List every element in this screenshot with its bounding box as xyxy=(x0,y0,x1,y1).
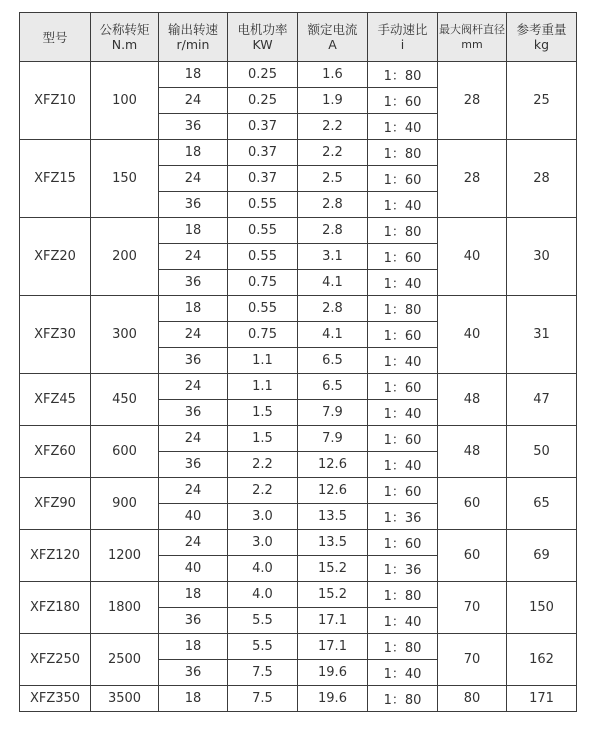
cell-current: 15.2 xyxy=(298,556,368,582)
table-row xyxy=(20,530,577,556)
cell-power: 0.25 xyxy=(228,62,298,88)
cell-ratio: 1：60 xyxy=(368,374,438,400)
header-ratio-label: 手动速比 xyxy=(377,22,428,37)
cell-ratio: 1：40 xyxy=(368,608,438,634)
cell-model: XFZ15 xyxy=(20,140,91,218)
cell-current: 3.1 xyxy=(298,244,368,270)
header-speed-label: 输出转速 xyxy=(167,22,218,37)
cell-speed: 36 xyxy=(159,400,228,426)
cell-speed: 24 xyxy=(159,478,228,504)
cell-current: 12.6 xyxy=(298,478,368,504)
cell-speed: 18 xyxy=(159,140,228,166)
cell-torque: 1800 xyxy=(91,582,159,634)
cell-power: 7.5 xyxy=(228,660,298,686)
cell-ratio: 1：80 xyxy=(368,62,438,88)
cell-power: 0.37 xyxy=(228,166,298,192)
cell-ratio: 1：40 xyxy=(368,270,438,296)
cell-power: 7.5 xyxy=(228,686,298,712)
cell-stem: 48 xyxy=(438,426,507,478)
header-current-unit: A xyxy=(328,37,337,52)
cell-torque: 3500 xyxy=(91,686,159,712)
table-row xyxy=(20,478,577,504)
cell-speed: 24 xyxy=(159,374,228,400)
cell-speed: 36 xyxy=(159,270,228,296)
table-row xyxy=(20,634,577,660)
header-speed xyxy=(159,13,228,62)
cell-model: XFZ250 xyxy=(20,634,91,686)
cell-model: XFZ350 xyxy=(20,686,91,712)
table-row xyxy=(20,582,577,608)
cell-current: 17.1 xyxy=(298,608,368,634)
header-speed-unit: r/min xyxy=(176,37,210,52)
cell-stem: 70 xyxy=(438,634,507,686)
cell-current: 13.5 xyxy=(298,504,368,530)
cell-power: 3.0 xyxy=(228,504,298,530)
cell-speed: 24 xyxy=(159,244,228,270)
cell-speed: 36 xyxy=(159,192,228,218)
cell-speed: 18 xyxy=(159,62,228,88)
cell-speed: 36 xyxy=(159,660,228,686)
cell-ratio: 1：60 xyxy=(368,166,438,192)
table-body xyxy=(20,62,577,712)
cell-ratio: 1：60 xyxy=(368,478,438,504)
cell-speed: 18 xyxy=(159,686,228,712)
cell-torque: 450 xyxy=(91,374,159,426)
cell-weight: 171 xyxy=(507,686,577,712)
cell-speed: 18 xyxy=(159,634,228,660)
cell-current: 2.8 xyxy=(298,192,368,218)
cell-current: 13.5 xyxy=(298,530,368,556)
cell-power: 0.75 xyxy=(228,322,298,348)
cell-current: 12.6 xyxy=(298,452,368,478)
cell-current: 2.8 xyxy=(298,218,368,244)
header-model-label: 型号 xyxy=(42,29,68,45)
cell-speed: 40 xyxy=(159,504,228,530)
cell-ratio: 1：40 xyxy=(368,660,438,686)
cell-model: XFZ30 xyxy=(20,296,91,374)
cell-weight: 28 xyxy=(507,140,577,218)
cell-stem: 60 xyxy=(438,478,507,530)
cell-weight: 65 xyxy=(507,478,577,530)
cell-torque: 600 xyxy=(91,426,159,478)
cell-ratio: 1：40 xyxy=(368,114,438,140)
cell-power: 4.0 xyxy=(228,582,298,608)
cell-speed: 36 xyxy=(159,114,228,140)
cell-stem: 60 xyxy=(438,530,507,582)
cell-ratio: 1：36 xyxy=(368,556,438,582)
cell-weight: 31 xyxy=(507,296,577,374)
cell-speed: 24 xyxy=(159,88,228,114)
table-row xyxy=(20,426,577,452)
cell-ratio: 1：60 xyxy=(368,322,438,348)
cell-power: 3.0 xyxy=(228,530,298,556)
table-row xyxy=(20,140,577,166)
cell-current: 17.1 xyxy=(298,634,368,660)
table-row xyxy=(20,218,577,244)
cell-weight: 47 xyxy=(507,374,577,426)
cell-stem: 40 xyxy=(438,296,507,374)
cell-speed: 18 xyxy=(159,296,228,322)
cell-speed: 24 xyxy=(159,530,228,556)
cell-speed: 40 xyxy=(159,556,228,582)
cell-ratio: 1：40 xyxy=(368,400,438,426)
header-weight-label: 参考重量 xyxy=(516,22,567,37)
cell-ratio: 1：80 xyxy=(368,140,438,166)
cell-current: 2.2 xyxy=(298,114,368,140)
cell-power: 0.55 xyxy=(228,244,298,270)
cell-model: XFZ90 xyxy=(20,478,91,530)
cell-ratio: 1：40 xyxy=(368,452,438,478)
header-current-label: 额定电流 xyxy=(307,22,358,37)
header-ratio-unit: i xyxy=(400,37,405,52)
cell-current: 15.2 xyxy=(298,582,368,608)
cell-ratio: 1：80 xyxy=(368,582,438,608)
cell-stem: 80 xyxy=(438,686,507,712)
cell-power: 0.55 xyxy=(228,192,298,218)
header-torque xyxy=(91,13,159,62)
cell-current: 4.1 xyxy=(298,270,368,296)
header-weight-unit: kg xyxy=(533,37,550,52)
cell-power: 0.55 xyxy=(228,218,298,244)
header-power-label: 电机功率 xyxy=(237,22,288,37)
cell-current: 4.1 xyxy=(298,322,368,348)
cell-power: 5.5 xyxy=(228,634,298,660)
cell-torque: 100 xyxy=(91,62,159,140)
cell-speed: 24 xyxy=(159,426,228,452)
cell-power: 0.25 xyxy=(228,88,298,114)
table-row xyxy=(20,374,577,400)
cell-ratio: 1：40 xyxy=(368,348,438,374)
spec-table xyxy=(19,12,577,712)
cell-current: 7.9 xyxy=(298,400,368,426)
table-row xyxy=(20,62,577,88)
header-ratio xyxy=(368,13,438,62)
cell-power: 2.2 xyxy=(228,478,298,504)
cell-power: 5.5 xyxy=(228,608,298,634)
cell-ratio: 1：60 xyxy=(368,88,438,114)
cell-model: XFZ120 xyxy=(20,530,91,582)
cell-current: 19.6 xyxy=(298,686,368,712)
cell-torque: 900 xyxy=(91,478,159,530)
cell-power: 2.2 xyxy=(228,452,298,478)
header-stem-unit: mm xyxy=(461,38,483,51)
cell-ratio: 1：60 xyxy=(368,426,438,452)
cell-torque: 150 xyxy=(91,140,159,218)
header-model xyxy=(20,13,91,62)
cell-speed: 36 xyxy=(159,452,228,478)
cell-weight: 69 xyxy=(507,530,577,582)
cell-speed: 18 xyxy=(159,582,228,608)
cell-weight: 50 xyxy=(507,426,577,478)
cell-ratio: 1：60 xyxy=(368,530,438,556)
cell-current: 6.5 xyxy=(298,348,368,374)
cell-ratio: 1：80 xyxy=(368,218,438,244)
cell-current: 1.6 xyxy=(298,62,368,88)
cell-ratio: 1：80 xyxy=(368,686,438,712)
cell-stem: 70 xyxy=(438,582,507,634)
header-stem xyxy=(438,13,507,62)
cell-model: XFZ10 xyxy=(20,62,91,140)
cell-current: 2.5 xyxy=(298,166,368,192)
cell-power: 0.55 xyxy=(228,296,298,322)
header-current xyxy=(298,13,368,62)
cell-stem: 28 xyxy=(438,140,507,218)
header-power-unit: KW xyxy=(252,37,273,52)
cell-power: 0.37 xyxy=(228,114,298,140)
header-stem-label: 最大阀杆直径 xyxy=(439,23,505,36)
cell-torque: 2500 xyxy=(91,634,159,686)
cell-ratio: 1：36 xyxy=(368,504,438,530)
header-torque-label: 公称转矩 xyxy=(99,22,150,37)
cell-weight: 25 xyxy=(507,62,577,140)
cell-current: 19.6 xyxy=(298,660,368,686)
cell-weight: 150 xyxy=(507,582,577,634)
cell-power: 1.1 xyxy=(228,374,298,400)
table-row xyxy=(20,686,577,712)
cell-speed: 24 xyxy=(159,322,228,348)
cell-weight: 162 xyxy=(507,634,577,686)
cell-current: 6.5 xyxy=(298,374,368,400)
cell-power: 1.5 xyxy=(228,426,298,452)
cell-torque: 1200 xyxy=(91,530,159,582)
cell-torque: 300 xyxy=(91,296,159,374)
cell-speed: 36 xyxy=(159,348,228,374)
cell-weight: 30 xyxy=(507,218,577,296)
cell-power: 1.1 xyxy=(228,348,298,374)
cell-torque: 200 xyxy=(91,218,159,296)
cell-power: 4.0 xyxy=(228,556,298,582)
cell-stem: 28 xyxy=(438,62,507,140)
cell-ratio: 1：80 xyxy=(368,296,438,322)
cell-power: 0.75 xyxy=(228,270,298,296)
header-weight xyxy=(507,13,577,62)
cell-ratio: 1：60 xyxy=(368,244,438,270)
cell-speed: 36 xyxy=(159,608,228,634)
cell-current: 7.9 xyxy=(298,426,368,452)
cell-power: 1.5 xyxy=(228,400,298,426)
cell-current: 2.2 xyxy=(298,140,368,166)
cell-stem: 48 xyxy=(438,374,507,426)
cell-model: XFZ45 xyxy=(20,374,91,426)
cell-model: XFZ20 xyxy=(20,218,91,296)
header-torque-unit: N.m xyxy=(111,37,138,52)
header-row xyxy=(20,13,577,62)
cell-current: 2.8 xyxy=(298,296,368,322)
cell-speed: 24 xyxy=(159,166,228,192)
cell-stem: 40 xyxy=(438,218,507,296)
cell-current: 1.9 xyxy=(298,88,368,114)
cell-ratio: 1：80 xyxy=(368,634,438,660)
header-power xyxy=(228,13,298,62)
cell-model: XFZ60 xyxy=(20,426,91,478)
cell-power: 0.37 xyxy=(228,140,298,166)
cell-model: XFZ180 xyxy=(20,582,91,634)
cell-speed: 18 xyxy=(159,218,228,244)
table-row xyxy=(20,296,577,322)
cell-ratio: 1：40 xyxy=(368,192,438,218)
